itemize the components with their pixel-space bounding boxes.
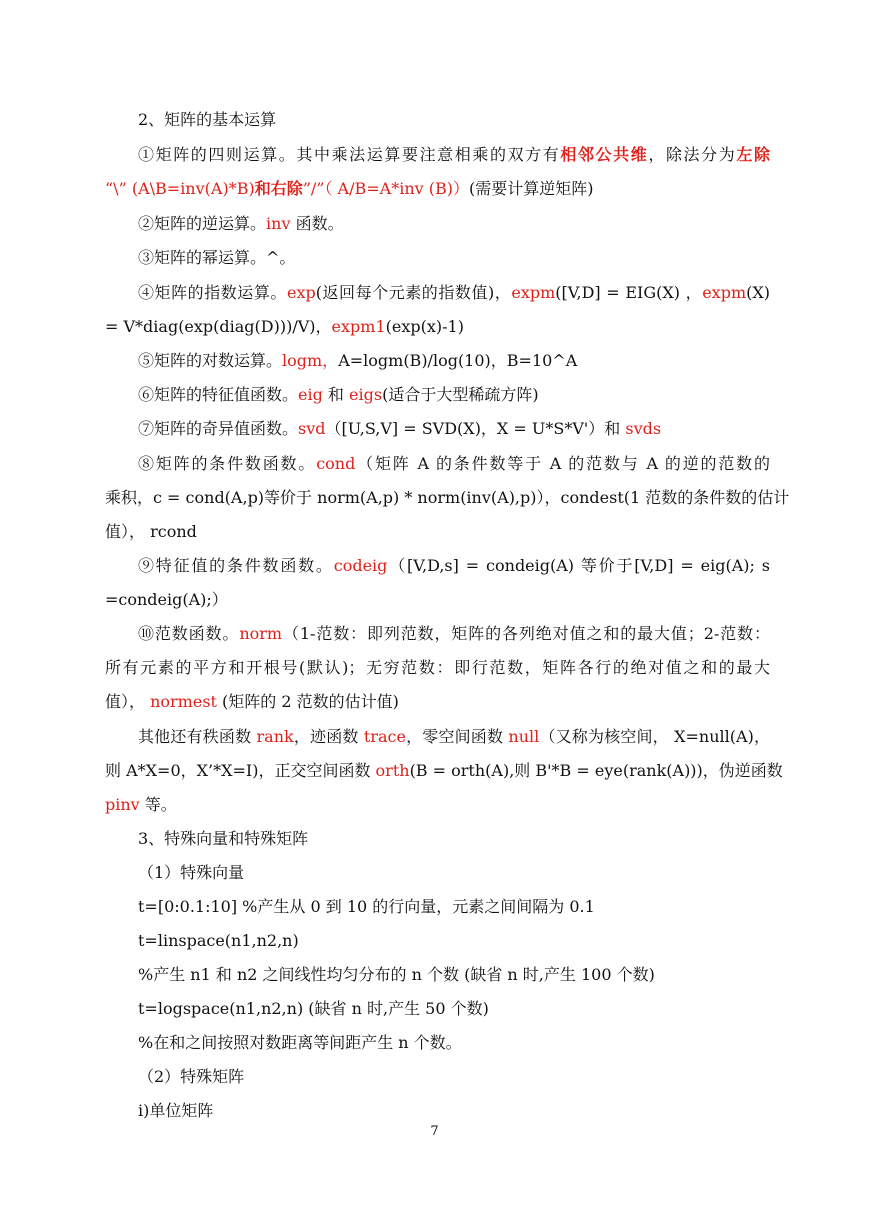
function-name: expm1: [331, 317, 386, 336]
para-norm-line1: [138, 624, 770, 644]
text: ⑧矩阵的条件数函数。: [138, 454, 317, 473]
text: = V*diag(exp(diag(D)))/V)，: [105, 317, 332, 336]
function-name: expm: [511, 283, 556, 302]
text: 其他还有秩函数: [138, 727, 257, 746]
text: （矩阵 A 的条件数等于 A 的范数与 A 的逆的范数的: [355, 454, 770, 473]
text: (返回每个元素的指数值)，: [315, 283, 512, 302]
text: (需要计算逆矩阵): [469, 179, 594, 198]
text: 等。: [139, 795, 177, 814]
code-line: %产生 n1 和 n2 之间线性均匀分布的 n 个数 (缺省 n 时,产生 100 个数): [138, 965, 655, 984]
function-name: rank: [256, 727, 294, 746]
para-eigen: [138, 385, 770, 405]
text: 则 A*X=0，X’*X=I)，正交空间函数: [105, 761, 376, 780]
text: ⑩范数函数。: [138, 624, 240, 643]
list-item: i)单位矩阵: [138, 1101, 214, 1120]
text: 值），: [105, 692, 151, 711]
para-exponent-line1: [138, 283, 770, 303]
function-name: norm: [239, 624, 283, 643]
function-name: eigs: [349, 385, 383, 404]
text: (矩阵的 2 范数的估计值): [216, 692, 399, 711]
highlight-text: “\” (A\B=inv(A)*B): [105, 179, 255, 198]
text: ，零空间函数: [405, 727, 509, 746]
function-name: exp: [286, 283, 316, 302]
para-other-line2: [105, 761, 783, 781]
para-inverse: [138, 214, 770, 234]
text: ，迹函数: [293, 727, 364, 746]
para-svd: [138, 419, 770, 439]
text: (适合于大型稀疏方阵): [382, 385, 539, 404]
text: 和: [322, 385, 350, 404]
text: （[U,S,V] = SVD(X)，X = U*S*V'）和: [325, 419, 626, 438]
text: (exp(x)-1): [385, 317, 464, 336]
para-cond-line2: 乘积，c = cond(A,p)等价于 norm(A,p) * norm(inv(A),p)），condest(1 范数的条件数的估计: [105, 488, 790, 507]
text: ⑦矩阵的奇异值函数。: [138, 419, 299, 438]
para-cond-line1: [138, 454, 770, 474]
para-log: [138, 351, 770, 371]
code-line: t=[0:0.1:10] %产生从 0 到 10 的行向量，元素之间间隔为 0.1: [138, 897, 595, 916]
para-norm-line2: 所有元素的平方和开根号(默认)；无穷范数：即行范数，矩阵各行的绝对值之和的最大: [105, 658, 770, 677]
function-name: expm: [702, 283, 747, 302]
highlight-text: 左除: [736, 145, 770, 164]
highlight-text: 相邻公共维: [560, 145, 649, 164]
highlight-text: 和右除: [254, 179, 303, 198]
para-arithmetic-line1: [138, 145, 770, 165]
text: ①矩阵的四则运算。其中乘法运算要注意相乘的双方有: [138, 145, 561, 164]
text: ②矩阵的逆运算。: [138, 214, 267, 233]
section-2-title: 2、矩阵的基本运算: [138, 110, 277, 129]
para-other-line3: [105, 795, 770, 815]
text: ([V,D] = EIG(X) ，: [555, 283, 703, 302]
para-norm-line3: [105, 692, 770, 712]
function-name: svd: [298, 419, 326, 438]
section-3-title: 3、特殊向量和特殊矩阵: [138, 829, 309, 848]
para-other-line1: [138, 727, 770, 747]
function-name: null: [508, 727, 540, 746]
para-cond-line3: 值）， rcond: [105, 522, 197, 541]
text: 函数。: [290, 214, 344, 233]
para-condeig-line2: =condeig(A);）: [105, 590, 228, 609]
code-line: t=logspace(n1,n2,n) (缺省 n 时,产生 50 个数): [138, 999, 489, 1018]
code-line: %在和之间按照对数距离等间距产生 n 个数。: [138, 1033, 462, 1052]
text: （[V,D,s] = condeig(A) 等价于[V,D] = eig(A); s: [387, 556, 770, 575]
function-name: codeig: [333, 556, 388, 575]
para-exponent-line2: [105, 317, 770, 337]
function-name: svds: [625, 419, 662, 438]
code-line: t=linspace(n1,n2,n): [138, 931, 299, 950]
function-name: eig: [298, 385, 323, 404]
page-number: 7: [430, 1124, 439, 1139]
text: ⑤矩阵的对数运算。: [138, 351, 283, 370]
highlight-text: ”/”（ A/B=A*inv (B)）: [302, 179, 469, 198]
text: ④矩阵的指数运算。: [138, 283, 287, 302]
para-power: ③矩阵的幂运算。^。: [138, 248, 296, 267]
text: （又称为核空间， X=null(A)，: [539, 727, 770, 746]
subsection-special-vectors: （1）特殊向量: [138, 863, 245, 882]
para-condeig-line1: [138, 556, 770, 576]
para-arithmetic-line2: [105, 179, 770, 199]
function-name: trace: [363, 727, 406, 746]
function-name: normest: [150, 692, 217, 711]
text: ⑥矩阵的特征值函数。: [138, 385, 299, 404]
function-name: cond: [316, 454, 356, 473]
function-name: logm，: [282, 351, 339, 370]
text: （1-范数：即列范数，矩阵的各列绝对值之和的最大值；2-范数：: [282, 624, 770, 643]
text: (B = orth(A),则 B'*B = eye(rank(A)))，伪逆函数: [409, 761, 783, 780]
subsection-special-matrices: （2）特殊矩阵: [138, 1067, 245, 1086]
function-name: inv: [266, 214, 291, 233]
function-name: orth: [375, 761, 410, 780]
text: ，除法分为: [648, 145, 737, 164]
text: ⑨特征值的条件数函数。: [138, 556, 334, 575]
function-name: pinv: [105, 795, 140, 814]
text: (X): [746, 283, 770, 302]
text: A=logm(B)/log(10)，B=10^A: [338, 351, 578, 370]
